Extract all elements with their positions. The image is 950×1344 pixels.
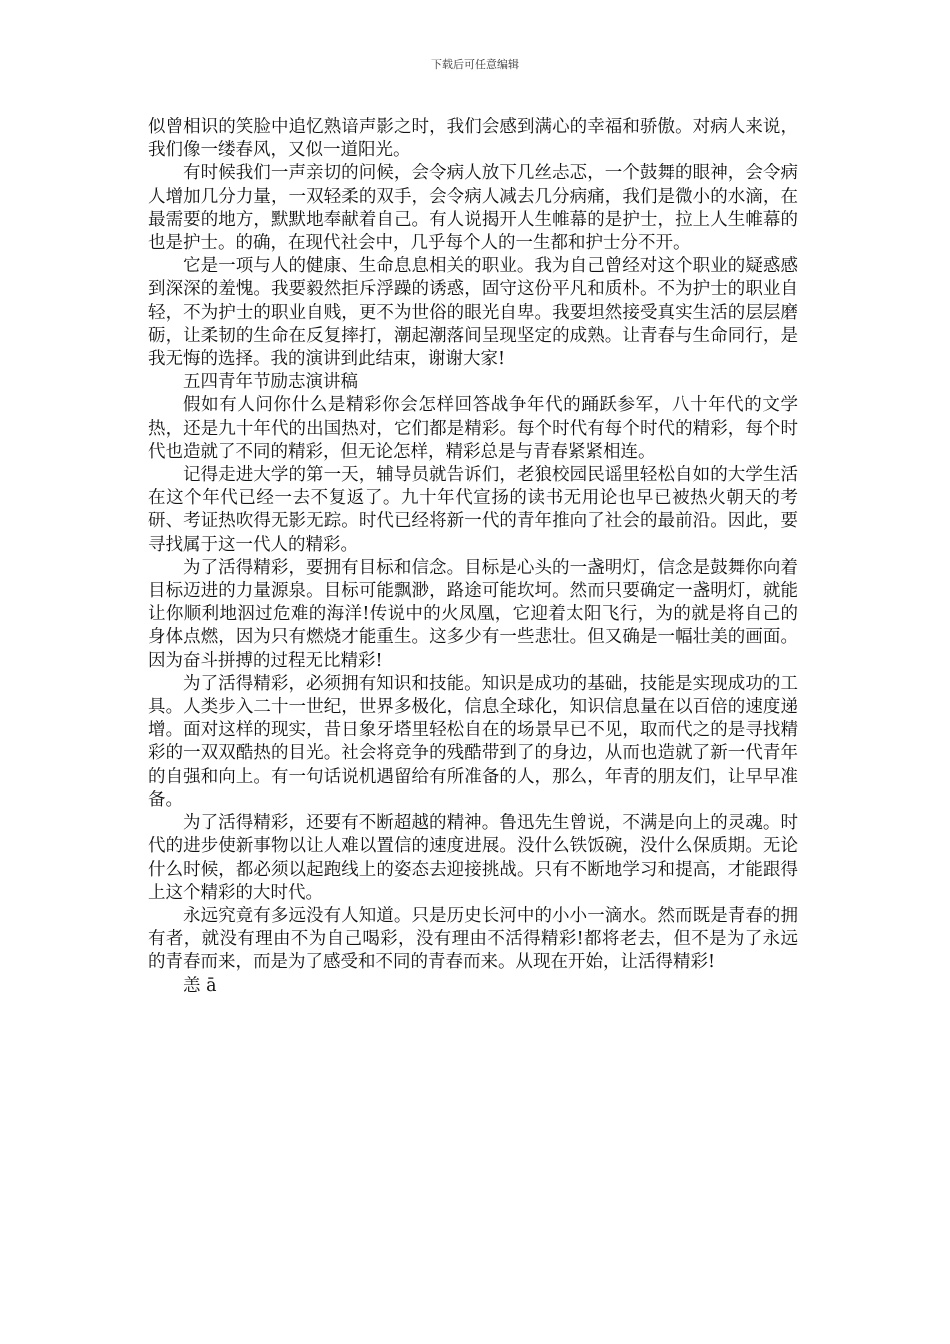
paragraph: 为了活得精彩，还要有不断超越的精神。鲁迅先生曾说，不满是向上的灵魂。时代的进步使新事物以让人难以置信的速度进展。没什么铁饭碗，没什么保质期。无论什么时候，都必须以起跑线上的姿态去迎接挑战。只有不断地学习和提高，才能跟得上这个精彩的大时代。 bbox=[148, 813, 798, 903]
page-header-note: 下载后可任意编辑 bbox=[431, 58, 519, 71]
paragraph: 有时候我们一声亲切的问候，会令病人放下几丝忐忑，一个鼓舞的眼神，会令病人增加几分力量，一双轻柔的双手，会令病人减去几分病痛，我们是微小的水滴，在最需要的地方，默默地奉献着自己。有人说揭开人生帷幕的是护士，拉上人生帷幕的也是护士。的确，在现代社会中，几乎每个人的一生都和护士分不开。 bbox=[148, 163, 798, 254]
paragraph-continuation: 似曾相识的笑脸中追忆熟谙声影之时，我们会感到满心的幸福和骄傲。对病人来说，我们像一缕春风，又似一道阳光。 bbox=[148, 117, 798, 161]
document-body bbox=[148, 116, 798, 998]
paragraph: 假如有人问你什么是精彩你会怎样回答战争年代的踊跃参军，八十年代的文学热，还是九十年代的出国热对，它们都是精彩。每个时代有每个时代的精彩，每个时代也造就了不同的精彩，但无论怎样，精彩总是与青春紧紧相连。 bbox=[148, 395, 798, 462]
paragraph: 记得走进大学的第一天，辅导员就告诉们，老狼校园民谣里轻松自如的大学生活在这个年代已经一去不复返了。九十年代宣扬的读书无用论也早已被热火朝天的考研、考证热吹得无影无踪。时代已经将新一代的青年推向了社会的最前沿。因此，要寻找属于这一代人的精彩。 bbox=[148, 465, 798, 555]
paragraph: 为了活得精彩，必须拥有知识和技能。知识是成功的基础，技能是实现成功的工具。人类步入二十一世纪，世界多极化，信息全球化，知识信息量在以百倍的速度递增。面对这样的现实，昔日象牙塔里轻松自在的场景早已不见，取而代之的是寻找精彩的一双双酷热的目光。社会将竞争的残酷带到了的身边，从而也造就了新一代青年的自强和向上。有一句话说机遇留给有所准备的人，那么，年青的朋友们，让早早准备。 bbox=[148, 673, 798, 810]
paragraph: 永远究竟有多远没有人知道。只是历史长河中的小小一滴水。然而既是青春的拥有者，就没有理由不为自己喝彩，没有理由不活得精彩!都将老去，但不是为了永远的青春而来，而是为了感受和不同的青春而来。从现在开始，让活得精彩! bbox=[148, 905, 798, 973]
paragraph: 它是一项与人的健康、生命息息相关的职业。我为自己曾经对这个职业的疑惑感到深深的羞愧。我要毅然拒斥浮躁的诱惑，固守这份平凡和质朴。不为护士的职业自轻，不为护士的职业自贱，更不为世俗的眼光自卑。我要坦然接受真实生活的层层磨砺，让柔韧的生命在反复摔打，潮起潮落间呈现坚定的成熟。让青春与生命同行，是我无悔的选择。我的演讲到此结束，谢谢大家! bbox=[148, 256, 798, 370]
speech-title: 五四青年节励志演讲稿 bbox=[183, 372, 358, 393]
paragraph-trailing-fragment: 恙 ā bbox=[183, 975, 217, 996]
paragraph: 为了活得精彩，要拥有目标和信念。目标是心头的一盏明灯，信念是鼓舞你向着目标迈进的力量源泉。目标可能飘渺，路途可能坎坷。然而只要确定一盏明灯，就能让你顺利地泅过危难的海洋!传说中的火凤凰，它迎着太阳飞行，为的就是将自己的身体点燃，因为只有燃烧才能重生。这多少有一些悲壮。但又确是一幅壮美的画面。因为奋斗拼搏的过程无比精彩! bbox=[148, 557, 798, 671]
